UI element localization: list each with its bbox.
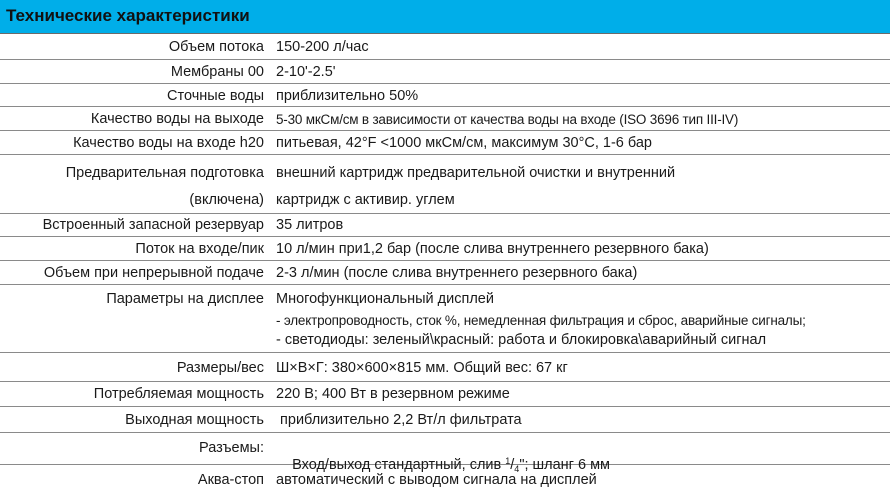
spec-table-header: [0, 0, 890, 34]
spec-row-flow: [0, 34, 890, 60]
spec-label: Качество воды на входе h20: [73, 135, 264, 151]
spec-row-input-flow: [0, 237, 890, 261]
spec-value: 220 В; 400 Вт в резервном режиме: [276, 386, 510, 402]
spec-label-secondary: (включена): [189, 192, 264, 208]
spec-table-title: Технические характеристики: [6, 6, 250, 25]
spec-row-reserve-tank: [0, 214, 890, 237]
spec-row-output-quality: [0, 107, 890, 131]
connector-text-end: "; шланг 6 мм: [519, 457, 611, 473]
spec-value: 150-200 л/час: [276, 39, 369, 55]
spec-label: Потребляемая мощность: [93, 386, 264, 402]
spec-label: Поток на входе/пик: [135, 241, 264, 257]
spec-value: 35 литров: [276, 217, 344, 233]
spec-label: Объем при непрерывной подаче: [43, 265, 264, 281]
spec-value: 2-10'-2.5': [276, 64, 336, 80]
spec-value-line3: - светодиоды: зеленый\красный: работа и блокировка\аварийный сигнал: [276, 332, 767, 348]
fraction-denominator: 4: [514, 464, 520, 474]
spec-label: Объем потока: [168, 39, 264, 55]
spec-row-connectors: [0, 433, 890, 474]
spec-value-line2: - электропроводность, сток %, немедленная фильтрация и сброс, аварийные сигналы;: [276, 313, 806, 328]
spec-label: Параметры на дисплее: [106, 291, 264, 307]
spec-value: приблизительно 2,2 Вт/л фильтрата: [276, 412, 522, 428]
fraction-separator: /: [510, 457, 515, 473]
spec-value: внешний картридж предварительной очистки и внутренний: [276, 165, 676, 181]
spec-row-continuous-volume: [0, 261, 890, 285]
spec-label: Размеры/вес: [176, 360, 264, 376]
spec-label: Аква-стоп: [197, 472, 264, 488]
spec-value: Ш×В×Г: 380×600×815 мм. Общий вес: 67 кг: [276, 360, 568, 376]
spec-value: приблизительно 50%: [276, 88, 419, 104]
spec-value: 5-30 мкСм/см в зависимости от качества воды на входе (ISO 3696 тип III-IV): [276, 112, 739, 127]
connector-text: Вход/выход стандартный, слив: [292, 457, 506, 473]
spec-label: Встроенный запасной резервуар: [42, 217, 264, 233]
spec-label: Выходная мощность: [125, 412, 264, 428]
spec-row-power-consumption: [0, 382, 890, 407]
spec-row-output-power: [0, 407, 890, 433]
spec-row-dimensions: [0, 353, 890, 382]
spec-label: Мембраны 00: [170, 64, 264, 80]
spec-value: 2-3 л/мин (после слива внутреннего резервного бака): [276, 265, 638, 281]
spec-value: Многофункциональный дисплей: [276, 291, 494, 307]
spec-row-display-params: [0, 285, 890, 353]
fraction-numerator: 1: [505, 456, 511, 466]
spec-label: Предварительная подготовка: [65, 165, 264, 181]
spec-row-membranes: [0, 60, 890, 84]
spec-value: автоматический с выводом сигнала на дисплей: [276, 472, 597, 488]
spec-value: питьевая, 42°F <1000 мкСм/см, максимум 30°C, 1-6 бар: [276, 135, 652, 151]
spec-value-secondary: картридж с активир. углем: [276, 192, 455, 208]
spec-label: Качество воды на выходе: [90, 111, 264, 127]
spec-row-pretreatment: [0, 155, 890, 214]
spec-row-wastewater: [0, 84, 890, 107]
spec-label: Разъемы:: [199, 440, 264, 456]
spec-value: 10 л/мин при1,2 бар (после слива внутреннего резервного бака): [276, 241, 709, 257]
spec-row-input-quality: [0, 131, 890, 155]
spec-row-aquastop: [0, 465, 890, 495]
spec-label: Сточные воды: [167, 88, 264, 104]
